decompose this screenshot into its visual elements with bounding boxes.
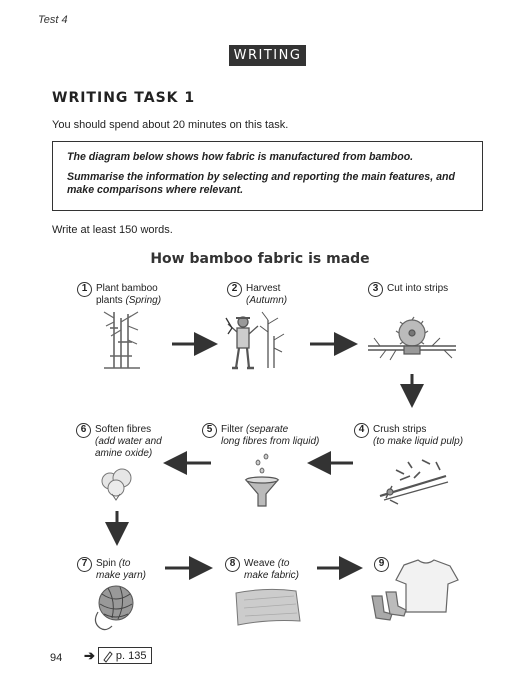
crushed-strips-icon xyxy=(380,460,448,504)
time-instruction: You should spend about 20 minutes on this task. xyxy=(52,119,289,131)
step-note-2: amine oxide) xyxy=(95,448,153,459)
step-number: 2 xyxy=(227,282,242,297)
step-label: Plant bamboo xyxy=(96,283,158,294)
tshirt-socks-icon xyxy=(372,560,458,620)
step-5: 5 Filter (separate long fibres from liquid) xyxy=(202,424,319,448)
step-label: Cut into strips xyxy=(387,283,449,294)
diagram-title: How bamboo fabric is made xyxy=(150,251,370,267)
softened-fibre-icon xyxy=(102,469,131,500)
prompt-line-1: The diagram below shows how fabric is manufactured from bamboo. xyxy=(67,151,414,163)
section-badge: WRITING xyxy=(229,45,306,66)
step-number: 1 xyxy=(77,282,92,297)
step-8: 8 Weave (to make fabric) xyxy=(225,558,299,582)
step-label: Filter xyxy=(221,424,246,435)
reference-text: p. 135 xyxy=(115,649,147,662)
task-title: WRITING TASK 1 xyxy=(52,90,196,106)
page-number: 94 xyxy=(50,652,63,664)
bamboo-plants-icon xyxy=(104,312,140,368)
step-number: 6 xyxy=(76,423,91,438)
woven-fabric-icon xyxy=(236,589,300,625)
step-number: 9 xyxy=(374,557,389,572)
test-label: Test 4 xyxy=(38,14,68,26)
step-label: Harvest xyxy=(246,283,281,294)
filter-funnel-icon xyxy=(246,454,278,506)
prompt-line-2: Summarise the information by selecting and reporting the main features, and make comparisons where relevant. xyxy=(67,171,455,196)
step-number: 4 xyxy=(354,423,369,438)
step-number: 7 xyxy=(77,557,92,572)
step-note: (to make liquid pulp) xyxy=(373,436,464,447)
word-count-instruction: Write at least 150 words. xyxy=(52,224,173,236)
reference-box[interactable] xyxy=(98,647,152,664)
step-note: (add water and xyxy=(95,436,162,447)
step-label: Soften fibres xyxy=(95,424,152,435)
step-number: 8 xyxy=(225,557,240,572)
page-reference[interactable] xyxy=(84,646,152,665)
step-note: (Autumn) xyxy=(246,295,288,306)
step-note: long fibres from liquid) xyxy=(221,436,320,447)
step-number: 5 xyxy=(202,423,217,438)
step-note: plants (Spring) xyxy=(96,295,162,306)
arrow-right-icon: ➔ xyxy=(84,647,95,663)
step-7: 7 Spin (to make yarn) xyxy=(77,558,146,582)
yarn-ball-icon xyxy=(95,586,133,630)
step-note: make yarn) xyxy=(96,570,147,581)
step-label: Crush strips xyxy=(373,424,427,435)
step-note: make fabric) xyxy=(244,570,300,581)
saw-cutting-icon xyxy=(368,317,456,360)
harvester-icon xyxy=(226,312,284,368)
step-number: 3 xyxy=(368,282,383,297)
